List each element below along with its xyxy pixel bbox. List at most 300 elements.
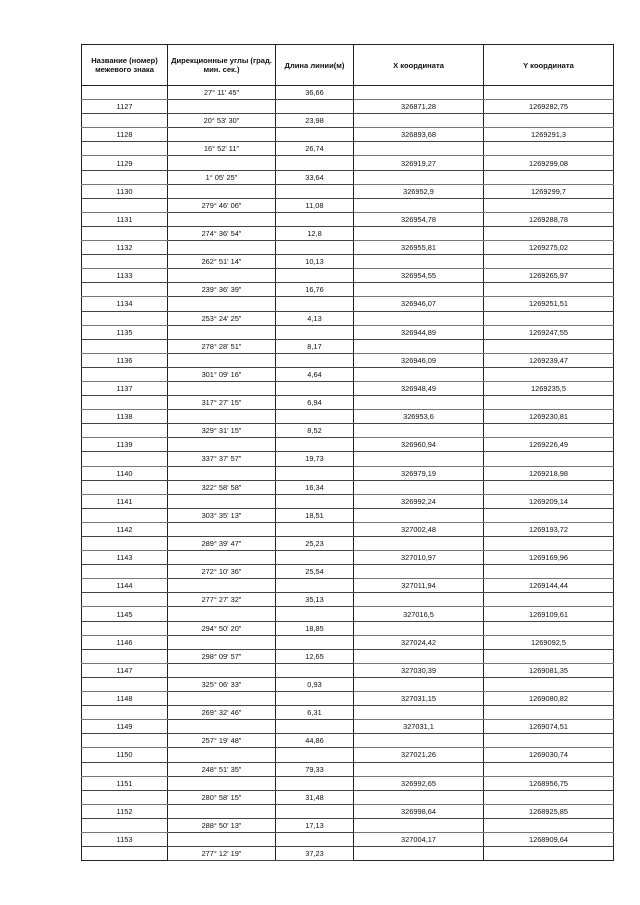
y-coordinate-cell: 1268925,85 <box>484 804 614 818</box>
x-coordinate-cell: 327010,97 <box>354 551 484 565</box>
y-coordinate-cell: 1269251,51 <box>484 297 614 311</box>
x-coordinate-cell: 326992,65 <box>354 776 484 790</box>
segment-row <box>82 847 614 861</box>
empty-length-cell <box>276 804 354 818</box>
point-row <box>82 692 614 706</box>
empty-angle-cell <box>168 494 276 508</box>
empty-angle-cell <box>168 128 276 142</box>
y-cell <box>484 424 614 438</box>
segment-row <box>82 226 614 240</box>
x-coordinate-cell: 326992,24 <box>354 494 484 508</box>
angle-cell: 274° 36' 54" <box>168 226 276 240</box>
segment-row <box>82 537 614 551</box>
x-cell <box>354 593 484 607</box>
point-row <box>82 804 614 818</box>
length-cell: 23,98 <box>276 114 354 128</box>
y-coordinate-cell: 1269081,35 <box>484 663 614 677</box>
segment-row <box>82 283 614 297</box>
empty-length-cell <box>276 579 354 593</box>
point-name-cell: 1128 <box>82 128 168 142</box>
name-cell <box>82 593 168 607</box>
segment-row <box>82 593 614 607</box>
segment-row <box>82 790 614 804</box>
length-cell: 4,13 <box>276 311 354 325</box>
x-cell <box>354 818 484 832</box>
name-cell <box>82 677 168 691</box>
segment-row <box>82 396 614 410</box>
y-coordinate-cell: 1269193,72 <box>484 522 614 536</box>
x-cell <box>354 311 484 325</box>
name-cell <box>82 508 168 522</box>
x-cell <box>354 677 484 691</box>
length-cell: 18,85 <box>276 621 354 635</box>
point-name-cell: 1153 <box>82 832 168 846</box>
name-cell <box>82 255 168 269</box>
x-coordinate-cell: 326919,27 <box>354 156 484 170</box>
angle-cell: 289° 39' 47" <box>168 537 276 551</box>
y-cell <box>484 255 614 269</box>
empty-length-cell <box>276 494 354 508</box>
y-coordinate-cell: 1269109,61 <box>484 607 614 621</box>
name-cell <box>82 480 168 494</box>
segment-row <box>82 565 614 579</box>
angle-cell: 239° 36' 39" <box>168 283 276 297</box>
table-body <box>82 86 614 861</box>
x-coordinate-cell: 327002,48 <box>354 522 484 536</box>
empty-angle-cell <box>168 607 276 621</box>
length-cell: 79,33 <box>276 762 354 776</box>
x-cell <box>354 86 484 100</box>
length-cell: 11,08 <box>276 198 354 212</box>
point-row <box>82 522 614 536</box>
length-cell: 44,86 <box>276 734 354 748</box>
segment-row <box>82 311 614 325</box>
empty-angle-cell <box>168 748 276 762</box>
point-row <box>82 776 614 790</box>
x-coordinate-cell: 326893,68 <box>354 128 484 142</box>
y-coordinate-cell: 1269299,7 <box>484 184 614 198</box>
x-coordinate-cell: 327011,94 <box>354 579 484 593</box>
point-row <box>82 297 614 311</box>
angle-cell: 16° 52' 11" <box>168 142 276 156</box>
empty-angle-cell <box>168 184 276 198</box>
y-cell <box>484 790 614 804</box>
segment-row <box>82 170 614 184</box>
name-cell <box>82 818 168 832</box>
length-cell: 37,23 <box>276 847 354 861</box>
x-coordinate-cell: 326998,64 <box>354 804 484 818</box>
segment-row <box>82 114 614 128</box>
empty-angle-cell <box>168 635 276 649</box>
name-cell <box>82 170 168 184</box>
point-name-cell: 1139 <box>82 438 168 452</box>
angle-cell: 288° 50' 13" <box>168 818 276 832</box>
x-cell <box>354 396 484 410</box>
segment-row <box>82 508 614 522</box>
header-y: Y координата <box>484 45 614 86</box>
name-cell <box>82 86 168 100</box>
segment-row <box>82 367 614 381</box>
empty-length-cell <box>276 776 354 790</box>
y-cell <box>484 762 614 776</box>
x-cell <box>354 621 484 635</box>
x-coordinate-cell: 326948,49 <box>354 381 484 395</box>
point-row <box>82 184 614 198</box>
point-name-cell: 1142 <box>82 522 168 536</box>
empty-angle-cell <box>168 551 276 565</box>
empty-length-cell <box>276 607 354 621</box>
x-coordinate-cell: 327031,1 <box>354 720 484 734</box>
segment-row <box>82 142 614 156</box>
length-cell: 19,73 <box>276 452 354 466</box>
y-cell <box>484 198 614 212</box>
y-coordinate-cell: 1269144,44 <box>484 579 614 593</box>
empty-length-cell <box>276 748 354 762</box>
point-row <box>82 269 614 283</box>
empty-length-cell <box>276 551 354 565</box>
empty-angle-cell <box>168 100 276 114</box>
point-row <box>82 832 614 846</box>
angle-cell: 27° 11' 45" <box>168 86 276 100</box>
angle-cell: 337° 37' 57" <box>168 452 276 466</box>
boundary-coordinates-table <box>81 44 614 861</box>
empty-angle-cell <box>168 522 276 536</box>
empty-length-cell <box>276 128 354 142</box>
y-coordinate-cell: 1269265,97 <box>484 269 614 283</box>
empty-length-cell <box>276 381 354 395</box>
x-cell <box>354 367 484 381</box>
header-length: Длина линии(м) <box>276 45 354 86</box>
x-coordinate-cell: 326944,89 <box>354 325 484 339</box>
empty-length-cell <box>276 522 354 536</box>
point-row <box>82 748 614 762</box>
angle-cell: 279° 46' 06" <box>168 198 276 212</box>
x-coordinate-cell: 326979,19 <box>354 466 484 480</box>
point-name-cell: 1133 <box>82 269 168 283</box>
y-cell <box>484 706 614 720</box>
x-cell <box>354 565 484 579</box>
name-cell <box>82 706 168 720</box>
empty-length-cell <box>276 832 354 846</box>
point-name-cell: 1147 <box>82 663 168 677</box>
x-coordinate-cell: 327004,17 <box>354 832 484 846</box>
y-coordinate-cell: 1269226,49 <box>484 438 614 452</box>
segment-row <box>82 452 614 466</box>
name-cell <box>82 762 168 776</box>
name-cell <box>82 396 168 410</box>
point-name-cell: 1140 <box>82 466 168 480</box>
length-cell: 35,13 <box>276 593 354 607</box>
x-coordinate-cell: 326954,55 <box>354 269 484 283</box>
y-cell <box>484 818 614 832</box>
x-cell <box>354 508 484 522</box>
length-cell: 16,34 <box>276 480 354 494</box>
angle-cell: 269° 32' 46" <box>168 706 276 720</box>
length-cell: 0,93 <box>276 677 354 691</box>
angle-cell: 301° 09' 16" <box>168 367 276 381</box>
name-cell <box>82 283 168 297</box>
name-cell <box>82 114 168 128</box>
x-cell <box>354 480 484 494</box>
empty-angle-cell <box>168 776 276 790</box>
y-cell <box>484 170 614 184</box>
point-name-cell: 1138 <box>82 410 168 424</box>
angle-cell: 272° 10' 36" <box>168 565 276 579</box>
y-cell <box>484 734 614 748</box>
segment-row <box>82 424 614 438</box>
point-row <box>82 410 614 424</box>
point-row <box>82 325 614 339</box>
empty-length-cell <box>276 663 354 677</box>
angle-cell: 257° 19' 48" <box>168 734 276 748</box>
length-cell: 4,64 <box>276 367 354 381</box>
x-cell <box>354 424 484 438</box>
point-row <box>82 381 614 395</box>
empty-length-cell <box>276 466 354 480</box>
point-row <box>82 551 614 565</box>
point-row <box>82 212 614 226</box>
length-cell: 31,48 <box>276 790 354 804</box>
angle-cell: 280° 58' 15" <box>168 790 276 804</box>
x-coordinate-cell: 327031,15 <box>354 692 484 706</box>
point-name-cell: 1144 <box>82 579 168 593</box>
x-coordinate-cell: 326952,9 <box>354 184 484 198</box>
empty-angle-cell <box>168 466 276 480</box>
point-name-cell: 1134 <box>82 297 168 311</box>
empty-length-cell <box>276 635 354 649</box>
segment-row <box>82 621 614 635</box>
x-cell <box>354 255 484 269</box>
y-coordinate-cell: 1269209,14 <box>484 494 614 508</box>
empty-angle-cell <box>168 269 276 283</box>
segment-row <box>82 734 614 748</box>
y-coordinate-cell: 1269218,98 <box>484 466 614 480</box>
name-cell <box>82 339 168 353</box>
empty-angle-cell <box>168 381 276 395</box>
x-coordinate-cell: 327021,26 <box>354 748 484 762</box>
name-cell <box>82 649 168 663</box>
angle-cell: 1° 05' 25" <box>168 170 276 184</box>
x-cell <box>354 142 484 156</box>
point-row <box>82 720 614 734</box>
empty-length-cell <box>276 297 354 311</box>
angle-cell: 253° 24' 25" <box>168 311 276 325</box>
x-coordinate-cell: 327024,42 <box>354 635 484 649</box>
y-cell <box>484 452 614 466</box>
length-cell: 25,54 <box>276 565 354 579</box>
x-cell <box>354 339 484 353</box>
point-name-cell: 1132 <box>82 241 168 255</box>
y-cell <box>484 86 614 100</box>
x-coordinate-cell: 326955,81 <box>354 241 484 255</box>
y-cell <box>484 142 614 156</box>
y-coordinate-cell: 1269288,78 <box>484 212 614 226</box>
empty-angle-cell <box>168 156 276 170</box>
y-cell <box>484 847 614 861</box>
length-cell: 6,94 <box>276 396 354 410</box>
x-cell <box>354 283 484 297</box>
length-cell: 8,17 <box>276 339 354 353</box>
x-coordinate-cell: 327016,5 <box>354 607 484 621</box>
empty-angle-cell <box>168 212 276 226</box>
angle-cell: 248° 51' 35" <box>168 762 276 776</box>
empty-length-cell <box>276 100 354 114</box>
table-header-row <box>82 45 614 86</box>
x-cell <box>354 537 484 551</box>
length-cell: 18,51 <box>276 508 354 522</box>
name-cell <box>82 142 168 156</box>
segment-row <box>82 762 614 776</box>
empty-angle-cell <box>168 438 276 452</box>
name-cell <box>82 790 168 804</box>
empty-angle-cell <box>168 804 276 818</box>
angle-cell: 317° 27' 15" <box>168 396 276 410</box>
y-coordinate-cell: 1269299,08 <box>484 156 614 170</box>
name-cell <box>82 198 168 212</box>
y-cell <box>484 339 614 353</box>
point-name-cell: 1152 <box>82 804 168 818</box>
y-coordinate-cell: 1269169,96 <box>484 551 614 565</box>
point-name-cell: 1135 <box>82 325 168 339</box>
segment-row <box>82 339 614 353</box>
empty-angle-cell <box>168 579 276 593</box>
empty-length-cell <box>276 692 354 706</box>
y-coordinate-cell: 1269074,51 <box>484 720 614 734</box>
y-cell <box>484 537 614 551</box>
x-coordinate-cell: 326946,07 <box>354 297 484 311</box>
name-cell <box>82 424 168 438</box>
y-cell <box>484 480 614 494</box>
point-row <box>82 241 614 255</box>
length-cell: 26,74 <box>276 142 354 156</box>
y-coordinate-cell: 1269291,3 <box>484 128 614 142</box>
y-cell <box>484 508 614 522</box>
point-name-cell: 1150 <box>82 748 168 762</box>
y-coordinate-cell: 1269235,5 <box>484 381 614 395</box>
empty-angle-cell <box>168 241 276 255</box>
empty-length-cell <box>276 212 354 226</box>
segment-row <box>82 818 614 832</box>
point-row <box>82 128 614 142</box>
empty-length-cell <box>276 184 354 198</box>
y-cell <box>484 226 614 240</box>
y-coordinate-cell: 1269030,74 <box>484 748 614 762</box>
y-cell <box>484 283 614 297</box>
point-name-cell: 1131 <box>82 212 168 226</box>
point-name-cell: 1146 <box>82 635 168 649</box>
segment-row <box>82 677 614 691</box>
length-cell: 12,8 <box>276 226 354 240</box>
segment-row <box>82 255 614 269</box>
x-cell <box>354 762 484 776</box>
x-cell <box>354 649 484 663</box>
length-cell: 36,66 <box>276 86 354 100</box>
angle-cell: 278° 28' 51" <box>168 339 276 353</box>
name-cell <box>82 847 168 861</box>
name-cell <box>82 734 168 748</box>
point-row <box>82 635 614 649</box>
name-cell <box>82 621 168 635</box>
length-cell: 6,31 <box>276 706 354 720</box>
angle-cell: 277° 27' 32" <box>168 593 276 607</box>
point-row <box>82 494 614 508</box>
y-cell <box>484 677 614 691</box>
segment-row <box>82 86 614 100</box>
x-coordinate-cell: 326954,78 <box>354 212 484 226</box>
point-name-cell: 1130 <box>82 184 168 198</box>
name-cell <box>82 367 168 381</box>
empty-angle-cell <box>168 832 276 846</box>
y-cell <box>484 367 614 381</box>
name-cell <box>82 565 168 579</box>
x-coordinate-cell: 326871,28 <box>354 100 484 114</box>
point-name-cell: 1149 <box>82 720 168 734</box>
name-cell <box>82 311 168 325</box>
empty-length-cell <box>276 438 354 452</box>
empty-angle-cell <box>168 353 276 367</box>
point-name-cell: 1127 <box>82 100 168 114</box>
segment-row <box>82 706 614 720</box>
x-cell <box>354 847 484 861</box>
empty-length-cell <box>276 353 354 367</box>
angle-cell: 298° 09' 57" <box>168 649 276 663</box>
header-name: Название (номер) межевого знака <box>82 45 168 86</box>
empty-angle-cell <box>168 297 276 311</box>
y-cell <box>484 565 614 579</box>
point-name-cell: 1148 <box>82 692 168 706</box>
x-coordinate-cell: 326946,09 <box>354 353 484 367</box>
point-row <box>82 579 614 593</box>
point-row <box>82 353 614 367</box>
y-coordinate-cell: 1269239,47 <box>484 353 614 367</box>
empty-length-cell <box>276 325 354 339</box>
y-cell <box>484 621 614 635</box>
segment-row <box>82 649 614 663</box>
empty-length-cell <box>276 410 354 424</box>
y-cell <box>484 311 614 325</box>
segment-row <box>82 198 614 212</box>
point-name-cell: 1137 <box>82 381 168 395</box>
point-row <box>82 100 614 114</box>
x-cell <box>354 706 484 720</box>
length-cell: 10,13 <box>276 255 354 269</box>
name-cell <box>82 226 168 240</box>
y-cell <box>484 649 614 663</box>
point-name-cell: 1143 <box>82 551 168 565</box>
y-coordinate-cell: 1269230,81 <box>484 410 614 424</box>
x-cell <box>354 734 484 748</box>
y-cell <box>484 396 614 410</box>
y-coordinate-cell: 1269080,82 <box>484 692 614 706</box>
y-coordinate-cell: 1269247,55 <box>484 325 614 339</box>
empty-angle-cell <box>168 720 276 734</box>
y-coordinate-cell: 1269092,5 <box>484 635 614 649</box>
x-coordinate-cell: 326960,94 <box>354 438 484 452</box>
point-row <box>82 156 614 170</box>
length-cell: 17,13 <box>276 818 354 832</box>
point-name-cell: 1145 <box>82 607 168 621</box>
empty-angle-cell <box>168 410 276 424</box>
empty-length-cell <box>276 269 354 283</box>
segment-row <box>82 480 614 494</box>
point-name-cell: 1129 <box>82 156 168 170</box>
header-x: X координата <box>354 45 484 86</box>
x-cell <box>354 170 484 184</box>
point-name-cell: 1141 <box>82 494 168 508</box>
angle-cell: 277° 12' 19" <box>168 847 276 861</box>
angle-cell: 303° 35' 13" <box>168 508 276 522</box>
y-cell <box>484 593 614 607</box>
